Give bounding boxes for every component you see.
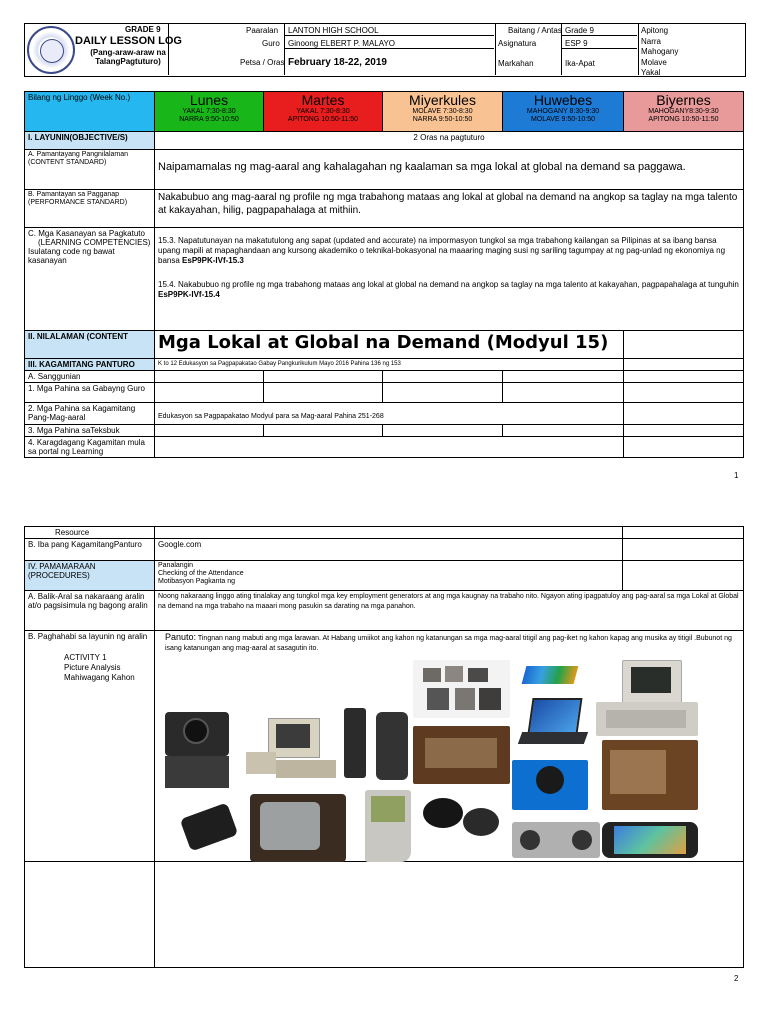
smartphone-picture — [602, 822, 698, 858]
nilalaman-title: Mga Lokal at Global na Demand (Modyul 15) — [155, 331, 624, 359]
kagamitan-text: K to 12 Edukasyon sa Pagpapakatao Gabay Pangkurikulum Mayo 2016 Pahina 136 ng 153 — [155, 359, 624, 371]
telephones-picture — [413, 790, 510, 848]
speaker-picture — [512, 760, 588, 810]
balik-aral-label: A. Balik-Aral sa nakaraang aralin at/o pagsisimula ng bagong aralin — [25, 591, 155, 631]
iba-pang-label: B. Iba pang KagamitangPanturo — [25, 539, 155, 561]
brick-phone-picture — [344, 708, 366, 778]
sanggunian-label: A. Sanggunian — [25, 371, 155, 383]
sections-list: Apitong Narra Mahogany Molave Yakal — [641, 26, 679, 77]
guro-value: Ginoong ELBERT P. MALAYO — [288, 39, 396, 48]
page-number-1: 1 — [734, 471, 739, 480]
markahan-label: Markahan — [498, 59, 534, 68]
nilalaman-label: II. NILALAMAN (CONTENT — [25, 331, 155, 359]
day-biyernes: Biyernes MAHOGANY8:30-9:30 APITONG 10:50-11:50 — [624, 92, 744, 132]
day-lunes: Lunes YAKAL 7:30-8:30 NARRA 9:50-10:50 — [155, 92, 264, 132]
asignatura-label: Asignatura — [498, 39, 537, 48]
balik-aral-text: Noong nakaraang linggo ating tinalakay ang tungkol mga key employment generators at ang mga kaugnay na trabaho nito. Ngayon ating ipagpatuloy ang pag-aaral sa mga Lokal at Global na demand na mga trabaho na maaari mong pasukin sa darating na mga panahon. — [155, 591, 744, 631]
cabinet-tv-picture — [602, 740, 698, 810]
google-text: Google.com — [155, 539, 623, 561]
oras-text: 2 Oras na pagtuturo — [155, 132, 744, 150]
competencies-label: C. Mga Kasanayan sa Pagkatuto (LEARNING COMPETENCIES) Isulatang code ng bawat kasanayan — [25, 228, 155, 331]
asignatura-value: ESP 9 — [565, 39, 588, 48]
day-huwebes: Huwebes MAHOGANY 8:30-9:30 MOLAVE 9:50-10:50 — [503, 92, 624, 132]
petsa-label: Petsa / Oras — [240, 58, 285, 67]
markahan-value: Ika-Apat — [565, 59, 595, 68]
competencies-text: 15.3. Napatutunayan na makatutulong ang sapat (updated and accurate) na impormasyon tungkol sa mga trabahong kailangan sa Pilipinas at sa ibang bansa upang mapili at mapaghandaan ang kursong akademiko o teknikal-bokasyonal na maaaring maging susi ng sariling tagumpay at ng pag-unlad ng ekonomiya ng bansa EsP9PK-IVf-15.3 15.4. Nakabubuo ng profile ng mga trabahong mataas ang lokal at global na demand na angkop sa taglay na mga talento at kakayahan, pagpapahalaga at tunguhin EsP9PK-IVf-15.4 — [155, 228, 744, 331]
boombox-picture — [512, 822, 600, 858]
performance-standard-label: B. Pamantayan sa Pagganap (PERFORMANCE STANDARD) — [25, 190, 155, 228]
page-number-2: 2 — [734, 974, 739, 983]
television-picture — [250, 794, 346, 862]
layunin-label: I. LAYUNIN(OBJECTIVE/S) — [25, 132, 155, 150]
performance-standard-text: Nakabubuo ang mag-aaral ng profile ng mga trabahong mataas ang lokal at global na demand na angkop sa taglay na mga talento at kakayahan, hilig, pagpapahalaga at mithiin. — [155, 190, 744, 228]
polaroid-camera-picture — [161, 712, 233, 790]
pamamaraan-label: IV. PAMAMARAAN (PROCEDURES) — [25, 561, 155, 591]
kagamitan-label: III. KAGAMITANG PANTURO — [25, 359, 155, 371]
pamamaraan-list: Panalangin Checking of the Attendance Motibasyon Pagkanta ng — [155, 561, 623, 591]
day-martes: Martes YAKAL 7:30-8:30 APITONG 10:50-11:50 — [264, 92, 383, 132]
content-standard-text: Naipamamalas ng mag-aaral ang kahalagahan ng kaalaman sa mga lokal at global na demand sa paggawa. — [155, 150, 744, 190]
old-computer-picture — [622, 660, 682, 704]
laptop-picture — [516, 694, 592, 754]
radio-picture — [413, 726, 510, 784]
calculators-picture — [413, 660, 510, 718]
panuto-text: Panuto: Tingnan nang mabuti ang mga larawan. At Habang umiikot ang kahon ng katanungan sa mga mag-aaral titigil ang pag-iket ng kahon kapag ang musika ay titigil .Bubunot ng isang katanungan ang mag-aaral at sasagutin ito. — [155, 631, 744, 862]
resource-label: Resource — [25, 527, 155, 539]
kagamitang-mag-aaral-text: Edukasyon sa Pagpapakatao Modyul para sa Mag-aaral Pahina 251-268 — [155, 403, 624, 425]
lesson-table — [24, 91, 744, 458]
paaralan-label: Paaralan — [246, 26, 279, 35]
baitang-label: Baitang / Antas — [508, 26, 562, 35]
dll-subtitle: (Pang-araw-araw na TalangPagtuturo) — [90, 48, 166, 66]
content-standard-label: A. Pamantayang Pangnilalaman (CONTENT STANDARD) — [25, 150, 155, 190]
petsa-value: February 18-22, 2019 — [288, 57, 387, 68]
gabay-guro-label: 1. Mga Pahina sa Gabayng Guro — [25, 383, 155, 403]
school-seal-logo — [27, 26, 75, 74]
vintage-computer-picture — [246, 718, 338, 782]
day-miyerkules: Miyerkules MOLAVE 7:30-8:30 NARRA 9:50-10:50 — [383, 92, 503, 132]
gameboy-picture — [365, 790, 411, 862]
dll-title: DAILY LESSON LOG — [75, 35, 182, 47]
pager-picture — [176, 800, 242, 858]
flip-phone-picture — [376, 712, 408, 780]
grade-top: GRADE 9 — [125, 25, 161, 34]
guro-label: Guro — [262, 39, 280, 48]
desktop-pc-picture — [596, 702, 698, 736]
week-label: Bilang ng Linggo (Week No.) — [25, 92, 155, 132]
kagamitang-mag-aaral-label: 2. Mga Pahina sa Kagamitang Pang-Mag-aaral — [25, 403, 155, 425]
karagdagang-label: 4. Karagdagang Kagamitan mula sa portal ng Learning — [25, 437, 155, 458]
phones-picture — [516, 662, 588, 692]
teksbuk-label: 3. Mga Pahina saTeksbuk — [25, 425, 155, 437]
baitang-value: Grade 9 — [565, 26, 594, 35]
paghahabi-cell: B. Paghahabi sa layunin ng aralin ACTIVITY 1 Picture Analysis Mahiwagang Kahon — [25, 631, 155, 862]
paaralan-value: LANTON HIGH SCHOOL — [288, 26, 379, 35]
